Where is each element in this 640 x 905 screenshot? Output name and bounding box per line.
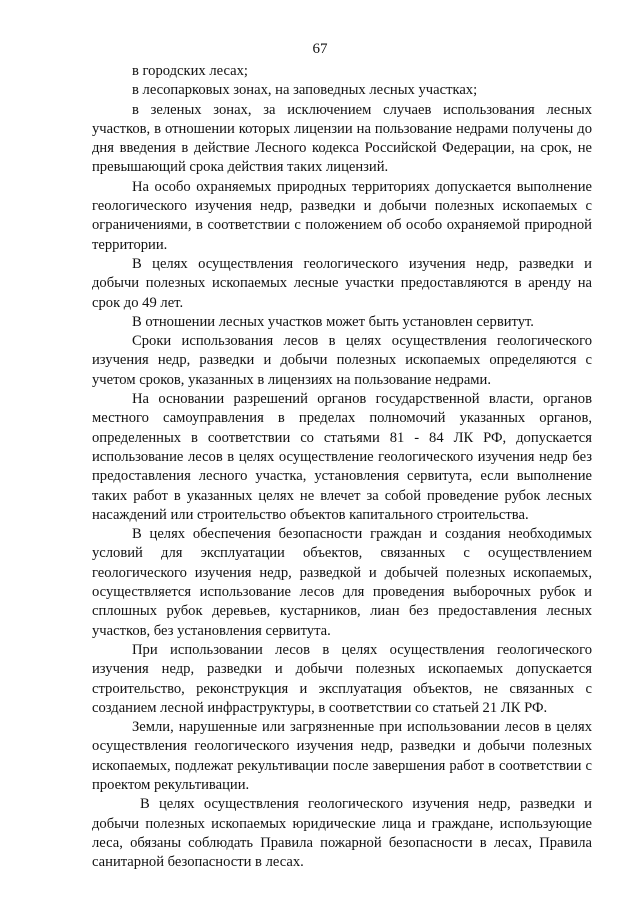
paragraph-city-forests: в городских лесах; — [132, 63, 248, 79]
paragraph-forest-park-zones: в лесопарковых зонах, на заповедных лесных участках; — [132, 82, 478, 99]
paragraph-green-zones: в зеленых зонах, за исключением случаев использования лесных участков, в отношении которых лицензии на пользование недрами получены до дня введения в действие Лесного кодекса Российской Федерации, на срок, не превышающий срока действия таких лицензий. — [92, 101, 592, 176]
paragraph-lease-term: В целях осуществления геологического изучения недр, разведки и добычи полезных ископаемых лесные участки предоставляются в аренду на срок до 49 лет. — [92, 255, 592, 311]
paragraph-construction: При использовании лесов в целях осуществления геологического изучения недр, разведки и добычи полезных ископаемых допускается строительство, реконструкция и эксплуатация объектов, не связанных с созданием лесной инфраструктуры, в соответствии со статьей 21 ЛК РФ. — [92, 641, 592, 716]
page-number: 67 — [312, 41, 328, 57]
paragraph-servitude: В отношении лесных участков может быть установлен сервитут. — [132, 313, 534, 330]
paragraph-fire-safety: В целях осуществления геологического изучения недр, разведки и добычи полезных ископаемых юридические лица и граждане, использующие леса, обязаны соблюдать Правила пожарной безопасности в лесах, Правила санитарной безопасности в лесах. — [92, 796, 592, 871]
paragraph-permits: На основании разрешений органов государственной власти, органов местного самоуправления в пределах полномочий указанных органов, определенных в соответствии со статьями 81 - 84 ЛК РФ, допускается использование лесов в целях осуществление геологического изучения недр без предоставления лесного участка, установления сервитута, если выполнение таких работ в указанных целях не влечет за собой проведение рубок лесных насаждений или строительство объектов капитального строительства. — [92, 391, 592, 523]
paragraph-safety-fellings: В целях обеспечения безопасности граждан и создания необходимых условий для эксплуатации объектов, связанных с осуществлением геологического изучения недр, разведкой и добычей полезных ископаемых, осуществляется использование лесов для проведения выборочных рубок и сплошных рубок деревьев, кустарников, лиан без предоставления лесных участков, без установления сервитута. — [92, 526, 592, 639]
paragraph-protected-territories: На особо охраняемых природных территориях допускается выполнение геологического изучения недр, разведки и добычи полезных ископаемых с ограничениями, в соответствии с положением об особо охраняемой природной территории. — [92, 178, 592, 253]
paragraph-recultivation: Земли, нарушенные или загрязненные при использовании лесов в целях осуществления геологического изучения недр, разведки и добычи полезных ископаемых, подлежат рекультивации после завершения работ в соответствии с проектом рекультивации. — [92, 719, 592, 793]
document-body — [92, 62, 592, 872]
paragraph-usage-terms: Сроки использования лесов в целях осуществления геологического изучения недр, разведки и добычи полезных ископаемых определяются с учетом сроков, указанных в лицензиях на пользование недрами. — [92, 333, 592, 388]
